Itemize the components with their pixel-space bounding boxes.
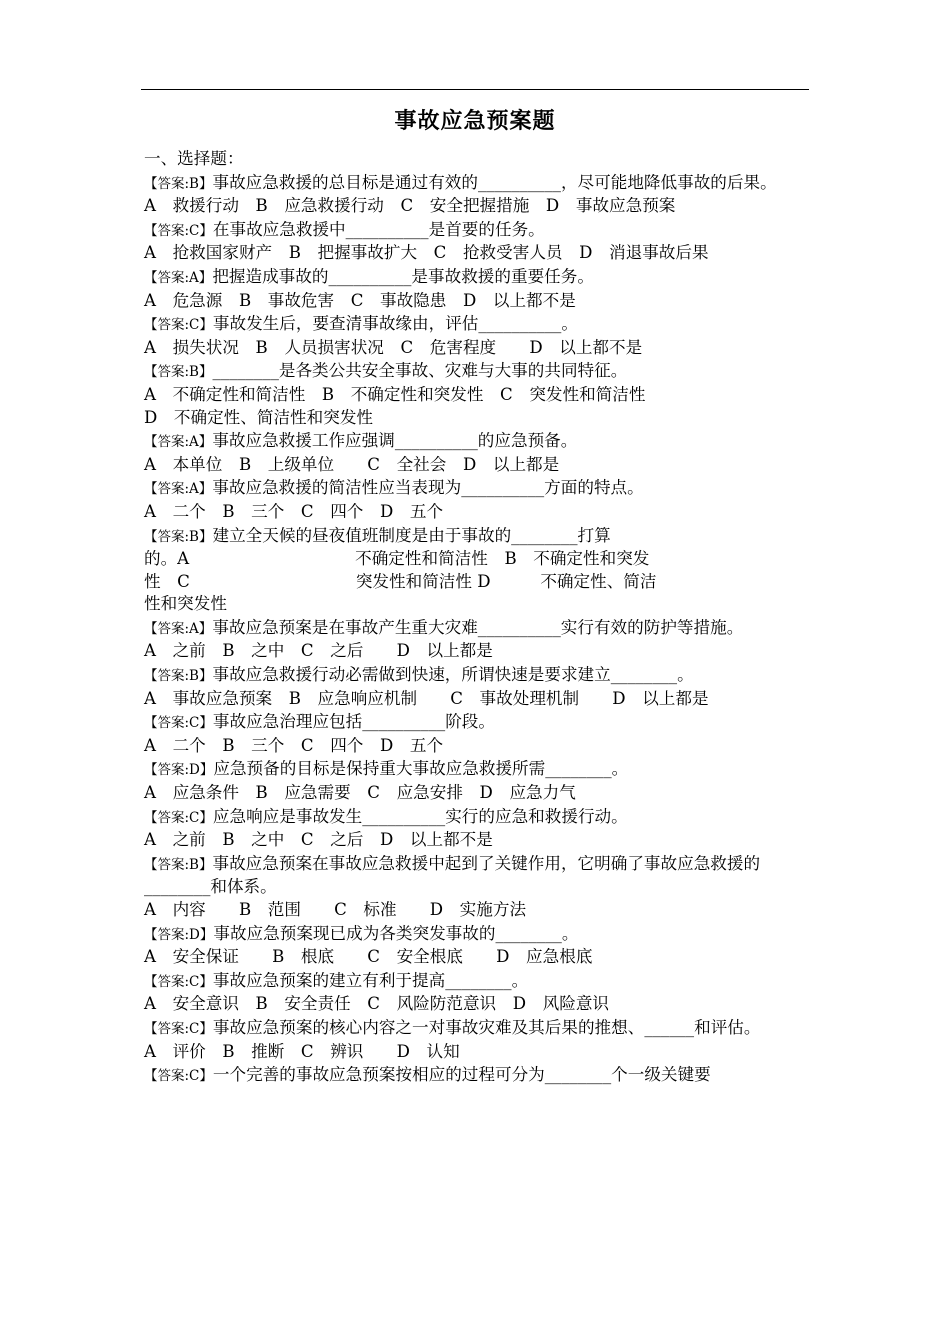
question-stem: 事故发生后，要查清事故缘由，评估__________。 [212, 314, 578, 334]
question-stem: ________是各类公共安全事故、灾难与大事的共同特征。 [212, 361, 628, 381]
question-stem-line [144, 923, 806, 947]
question-stem: 事故应急预案在事故应急救援中起到了关键作用，它明确了事故应急救援的________和体系。 [144, 853, 761, 897]
header-rule [141, 89, 809, 90]
question-stem: 事故应急治理应包括__________阶段。 [212, 712, 495, 732]
question-options: A 不确定性和简洁性 B 不确定性和突发性 C 突发性和简洁性 D 不确定性、简洁性和突发性 [144, 384, 646, 427]
question-stem-line [144, 477, 806, 501]
answer-tag: 【答案:C】 [144, 715, 213, 732]
answer-tag: 【答案:B】 [144, 668, 213, 685]
question-item [144, 711, 806, 757]
answer-tag: 【答案:D】 [144, 762, 214, 779]
answer-tag: 【答案:A】 [144, 434, 213, 451]
question-stem-line [144, 219, 806, 243]
question-options: A 之前 B 之中 C 之后 D 以上都是 [144, 641, 493, 661]
question-item [144, 313, 806, 359]
question-stem-line [144, 617, 806, 641]
question-options: A 之前 B 之中 C 之后 D 以上都不是 [144, 830, 493, 850]
answer-tag: 【答案:B】 [144, 856, 213, 873]
question-stem: 建立全天候的昼夜值班制度是由于事故的________打算 [212, 525, 611, 545]
question-stem: 把握造成事故的__________是事故救援的重要任务。 [212, 266, 594, 286]
question-options: A 二个 B 三个 C 四个 D 五个 [144, 735, 444, 755]
question-stem: 在事故应急救援中__________是首要的任务。 [212, 219, 545, 239]
question-item [144, 1017, 806, 1063]
answer-tag: 【答案:A】 [144, 269, 213, 286]
question-item [144, 617, 806, 663]
question-item [144, 430, 806, 476]
question-stem: 事故应急预案是在事故产生重大灾难__________实行有效的防护等措施。 [212, 617, 744, 637]
question-stem-line [144, 313, 806, 337]
answer-tag: 【答案:A】 [144, 481, 213, 498]
question-options: 的。A 不确定性和简洁性 B 不确定性和突发 性 C 突发性和简洁性 D 不确定性、简洁 性和突发性 [144, 549, 657, 614]
question-stem: 事故应急预案现已成为各类突发事故的________。 [213, 923, 579, 943]
question-item [144, 477, 806, 523]
question-options: A 二个 B 三个 C 四个 D 五个 [144, 501, 444, 521]
question-options: A 损失状况 B 人员损害状况 C 危害程度 D 以上都不是 [144, 337, 643, 357]
question-stem-line [144, 525, 806, 549]
answer-tag: 【答案:D】 [144, 926, 214, 943]
question-stem: 一个完善的事故应急预案按相应的过程可分为________个一级关键要 [212, 1065, 711, 1085]
question-stem-line [144, 430, 806, 454]
question-options: A 安全保证 B 根底 C 安全根底 D 应急根底 [144, 947, 593, 967]
question-item [144, 970, 806, 1016]
question-item [144, 853, 806, 922]
section-heading: 一、选择题： [144, 149, 244, 168]
question-item [144, 172, 806, 218]
document-body [144, 148, 806, 1088]
question-stem-line [144, 266, 806, 290]
question-stem: 事故应急救援行动必需做到快速，所谓快速是要求建立________。 [212, 665, 694, 685]
question-item [144, 360, 806, 429]
document-title: 事故应急预案题 [394, 108, 556, 134]
question-stem-line [144, 853, 806, 899]
answer-tag: 【答案:B】 [144, 528, 213, 545]
question-options: A 安全意识 B 安全责任 C 风险防范意识 D 风险意识 [144, 994, 610, 1014]
answer-tag: 【答案:C】 [144, 809, 213, 826]
question-item [144, 525, 806, 616]
answer-tag: 【答案:C】 [144, 1020, 213, 1037]
question-item [144, 266, 806, 312]
question-options: A 抢救国家财产 B 把握事故扩大 C 抢救受害人员 D 消退事故后果 [144, 243, 709, 263]
question-stem-line [144, 711, 806, 735]
answer-tag: 【答案:C】 [144, 222, 213, 239]
answer-tag: 【答案:C】 [144, 1068, 213, 1085]
question-stem-line [144, 1064, 806, 1088]
question-options: A 内容 B 范围 C 标准 D 实施方法 [144, 900, 527, 919]
question-stem: 事故应急救援的总目标是通过有效的__________，尽可能地降低事故的后果。 [212, 172, 777, 192]
question-stem: 应急响应是事故发生__________实行的应急和救援行动。 [212, 806, 628, 826]
question-options: A 评价 B 推断 C 辨识 D 认知 [144, 1041, 460, 1061]
question-stem-line [144, 806, 806, 830]
question-stem-line [144, 172, 806, 196]
question-options: A 危急源 B 事故危害 C 事故隐患 D 以上都不是 [144, 290, 576, 310]
question-stem: 应急预备的目标是保持重大事故应急救援所需________。 [213, 759, 629, 779]
question-item [144, 219, 806, 265]
question-stem: 事故应急预案的建立有利于提高________。 [212, 970, 529, 990]
question-item [144, 664, 806, 710]
question-options: A 事故应急预案 B 应急响应机制 C 事故处理机制 D 以上都是 [144, 688, 709, 708]
question-item [144, 806, 806, 852]
answer-tag: 【答案:B】 [144, 175, 213, 192]
answer-tag: 【答案:B】 [144, 364, 213, 381]
answer-tag: 【答案:C】 [144, 973, 213, 990]
question-stem-line [144, 970, 806, 994]
question-item [144, 923, 806, 969]
question-stem: 事故应急救援工作应强调__________的应急预备。 [212, 431, 578, 451]
question-item [144, 1064, 806, 1088]
question-options: A 本单位 B 上级单位 C 全社会 D 以上都是 [144, 454, 560, 474]
question-stem: 事故应急预案的核心内容之一对事故灾难及其后果的推想、______和评估。 [212, 1017, 761, 1037]
answer-tag: 【答案:C】 [144, 317, 213, 334]
question-item [144, 758, 806, 804]
question-stem-line [144, 1017, 806, 1041]
question-stem-line [144, 360, 806, 384]
question-options: A 应急条件 B 应急需要 C 应急安排 D 应急力气 [144, 783, 576, 803]
question-stem-line [144, 758, 806, 782]
question-options: A 救援行动 B 应急救援行动 C 安全把握措施 D 事故应急预案 [144, 196, 676, 216]
question-stem: 事故应急救援的简洁性应当表现为__________方面的特点。 [212, 478, 644, 498]
question-list [144, 172, 806, 1088]
question-stem-line [144, 664, 806, 688]
answer-tag: 【答案:A】 [144, 620, 213, 637]
